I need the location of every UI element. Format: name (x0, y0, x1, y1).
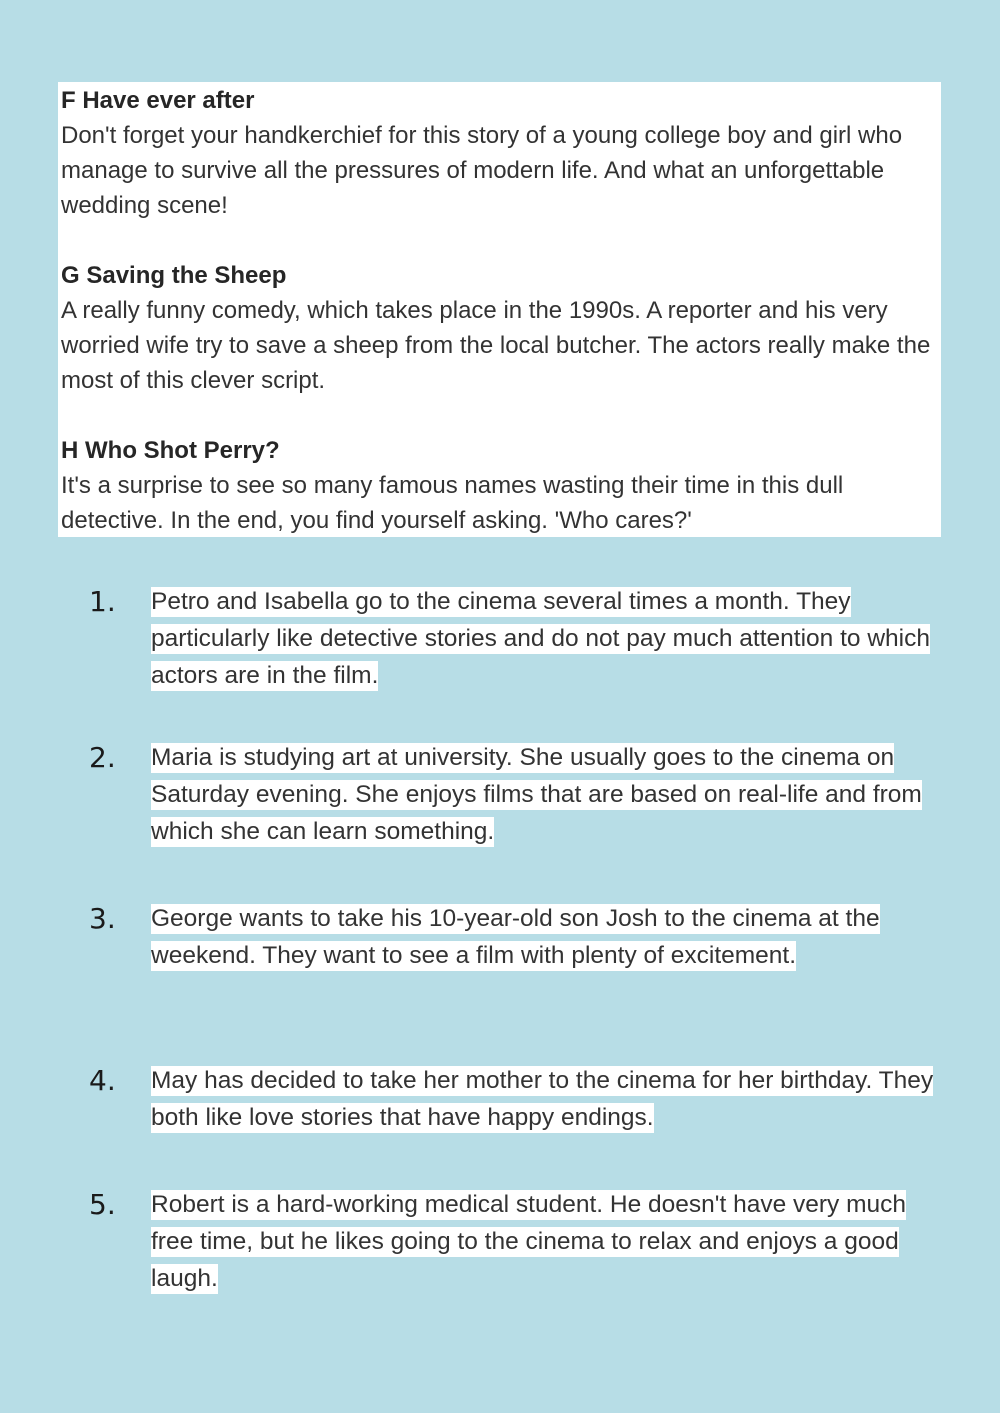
review-text: Don't forget your handkerchief for this story of a young college boy and girl who manage to survive all the pressures of modern life. And what an unforgettable wedding scene! (61, 122, 903, 219)
question-number: 5. (89, 1188, 116, 1221)
question-text-block (151, 1062, 951, 1136)
question-text-block (151, 1186, 951, 1297)
question-text: Robert is a hard-working medical student. He doesn't have very much free time, but he likes going to the cinema to relax and enjoys a good laugh. (151, 1191, 907, 1292)
question-number: 3. (89, 902, 116, 935)
question-text-block (151, 583, 951, 694)
review-text: A really funny comedy, which takes place in the 1990s. A reporter and his very worried wife try to save a sheep from the local butcher. The actors really make the most of this clever script. (61, 297, 931, 394)
review-title: F Have ever after (61, 87, 255, 114)
question-text-block (151, 739, 951, 850)
review-g (61, 258, 937, 398)
question-text: Petro and Isabella go to the cinema several times a month. They particularly like detective stories and do not pay much attention to which actors are in the film. (151, 588, 930, 689)
review-title: H Who Shot Perry? (61, 437, 280, 464)
film-reviews-box (58, 82, 941, 537)
question-text: Maria is studying art at university. She usually goes to the cinema on Saturday evening. She enjoys films that are based on real-life and from which she can learn something. (151, 744, 922, 845)
question-number: 4. (89, 1064, 116, 1097)
review-h (61, 433, 937, 538)
review-text: It's a surprise to see so many famous names wasting their time in this dull detective. In the end, you find yourself asking. 'Who cares?' (61, 472, 844, 534)
review-title: G Saving the Sheep (61, 262, 287, 289)
question-text: George wants to take his 10-year-old son Josh to the cinema at the weekend. They want to see a film with plenty of excitement. (151, 905, 880, 969)
question-number: 1. (89, 585, 116, 618)
question-text: May has decided to take her mother to the cinema for her birthday. They both like love stories that have happy endings. (151, 1067, 934, 1131)
review-f (61, 83, 937, 223)
question-number: 2. (89, 741, 116, 774)
question-text-block (151, 900, 951, 974)
